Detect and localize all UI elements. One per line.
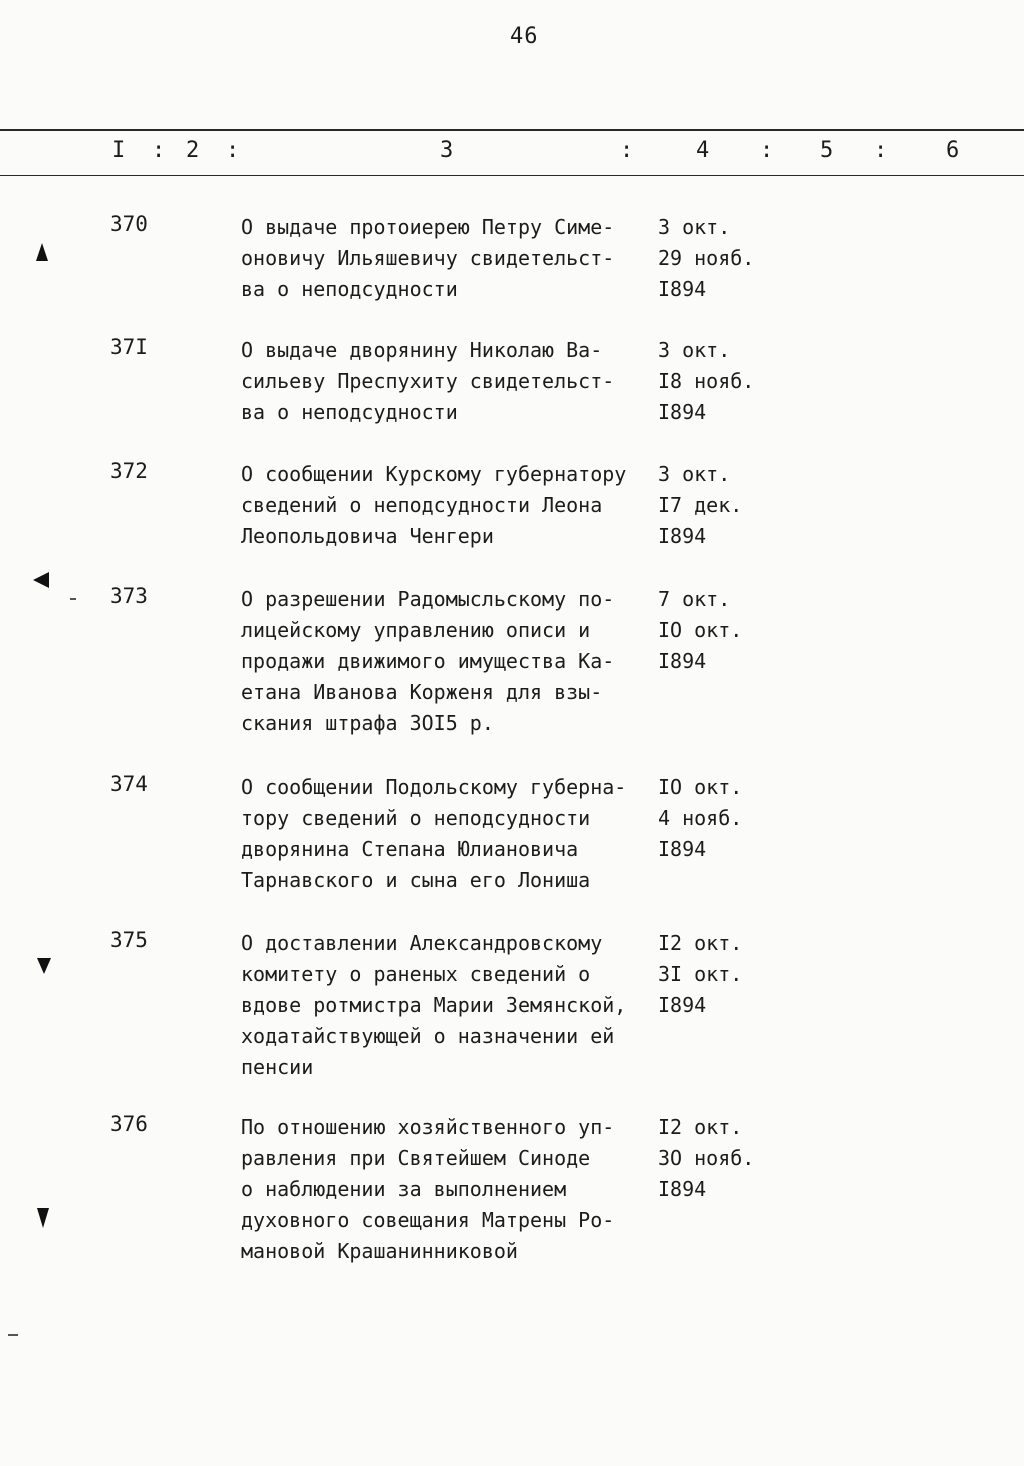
date-year: I894 (658, 277, 707, 301)
column-header-6: 6 (946, 138, 960, 163)
entry-number: 370 (110, 212, 148, 236)
entry-number: 37I (110, 335, 148, 359)
margin-tick (8, 1334, 18, 1336)
entry-dates (658, 772, 778, 865)
entry-number: 374 (110, 772, 148, 796)
column-header-1: I (112, 138, 126, 163)
description-line: тору сведений о неподсудности (241, 806, 591, 830)
page-number: 46 (510, 24, 539, 49)
description-line: ва о неподсудности (241, 277, 458, 301)
column-header-3: 3 (440, 138, 454, 163)
date-end: 3I окт. (658, 962, 743, 986)
entry-description (241, 335, 661, 428)
entry-dates (658, 584, 778, 677)
description-line: о наблюдении за выполнением (241, 1177, 567, 1201)
entry-number: 373 (110, 584, 148, 608)
description-line: оновичу Ильяшевичу свидетельст- (241, 246, 615, 270)
description-line: ходатайствующей о назначении ей (241, 1024, 615, 1048)
entry-description (241, 212, 661, 305)
entry-number: 375 (110, 928, 148, 952)
description-line: равления при Святейшем Синоде (241, 1146, 591, 1170)
description-line: О выдаче протоиерею Петру Симе- (241, 215, 615, 239)
entry-description (241, 928, 661, 1083)
description-line: етана Иванова Корженя для взы- (241, 680, 603, 704)
date-start: IO окт. (658, 775, 743, 799)
date-year: I894 (658, 1177, 707, 1201)
column-separator: : (874, 138, 888, 163)
date-start: 3 окт. (658, 338, 731, 362)
margin-tick (70, 598, 76, 600)
description-line: мановой Крашанинниковой (241, 1239, 518, 1263)
entry-description (241, 459, 661, 552)
date-end: I7 дек. (658, 493, 743, 517)
date-end: 29 нояб. (658, 246, 755, 270)
description-line: О сообщении Курскому губернатору (241, 462, 627, 486)
margin-mark-icon (37, 958, 51, 974)
description-line: продажи движимого имущества Ка- (241, 649, 615, 673)
entry-dates (658, 928, 778, 1021)
date-end: 4 нояб. (658, 806, 743, 830)
description-line: О выдаче дворянину Николаю Ва- (241, 338, 603, 362)
description-line: вдове ротмистра Марии Земянской, (241, 993, 627, 1017)
description-line: Тарнавского и сына его Лониша (241, 868, 591, 892)
date-year: I894 (658, 649, 707, 673)
description-line: ва о неподсудности (241, 400, 458, 424)
entry-dates (658, 1112, 778, 1205)
date-start: I2 окт. (658, 931, 743, 955)
column-header-5: 5 (820, 138, 834, 163)
entry-number: 376 (110, 1112, 148, 1136)
description-line: лицейскому управлению описи и (241, 618, 591, 642)
entry-number: 372 (110, 459, 148, 483)
margin-mark-icon (33, 572, 49, 588)
description-line: О сообщении Подольскому губерна- (241, 775, 627, 799)
date-start: I2 окт. (658, 1115, 743, 1139)
date-end: I8 нояб. (658, 369, 755, 393)
date-year: I894 (658, 524, 707, 548)
entry-description (241, 1112, 661, 1267)
description-line: О доставлении Александровскому (241, 931, 603, 955)
description-line: сведений о неподсудности Леона (241, 493, 603, 517)
column-separator: : (152, 138, 166, 163)
table-header-bottom-rule (0, 175, 1024, 176)
column-separator: : (226, 138, 240, 163)
table-header-top-rule (0, 129, 1024, 131)
date-year: I894 (658, 400, 707, 424)
date-year: I894 (658, 993, 707, 1017)
date-end: IO окт. (658, 618, 743, 642)
description-line: скания штрафа 3OI5 р. (241, 711, 494, 735)
entry-dates (658, 335, 778, 428)
column-separator: : (760, 138, 774, 163)
column-header-4: 4 (696, 138, 710, 163)
date-start: 7 окт. (658, 587, 731, 611)
date-year: I894 (658, 837, 707, 861)
column-separator: : (620, 138, 634, 163)
description-line: По отношению хозяйственного уп- (241, 1115, 615, 1139)
description-line: О разрешении Радомысльскому по- (241, 587, 615, 611)
description-line: пенсии (241, 1055, 314, 1079)
table-header (0, 138, 1024, 164)
entry-description (241, 772, 661, 896)
date-start: 3 окт. (658, 215, 731, 239)
description-line: сильеву Преспухиту свидетельст- (241, 369, 615, 393)
entry-dates (658, 459, 778, 552)
description-line: духовного совещания Матрены Ро- (241, 1208, 615, 1232)
margin-mark-icon (37, 1208, 49, 1228)
description-line: Леопольдовича Ченгери (241, 524, 494, 548)
entry-description (241, 584, 661, 739)
entry-dates (658, 212, 778, 305)
date-end: 3O нояб. (658, 1146, 755, 1170)
description-line: дворянина Степана Юлиановича (241, 837, 579, 861)
margin-mark-icon (36, 243, 48, 261)
column-header-2: 2 (186, 138, 200, 163)
date-start: 3 окт. (658, 462, 731, 486)
description-line: комитету о раненых сведений о (241, 962, 591, 986)
